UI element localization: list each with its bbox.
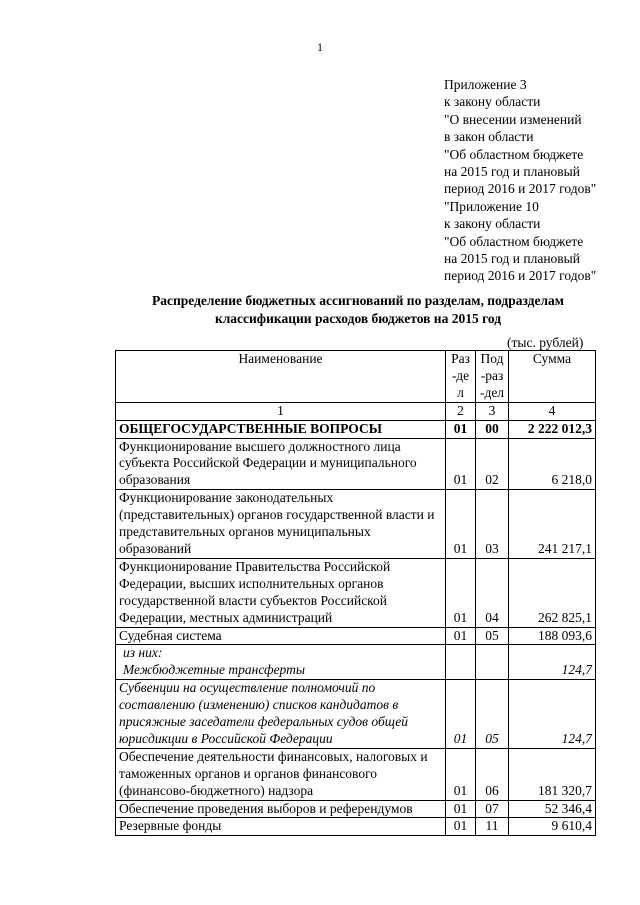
appendix-line: в закон области xyxy=(444,129,534,145)
row-section: 01 xyxy=(446,800,476,818)
row-section: 01 xyxy=(446,680,476,749)
column-number: 1 xyxy=(116,402,446,420)
header-name: Наименование xyxy=(116,351,446,403)
column-number: 2 xyxy=(446,402,476,420)
header-section: Раз-дел xyxy=(446,351,476,403)
row-section: 01 xyxy=(446,420,476,438)
header-sum: Сумма xyxy=(509,351,596,403)
appendix-line: "Приложение 10 xyxy=(444,198,539,214)
appendix-line: "О внесении изменений xyxy=(444,111,582,127)
row-subsection: 06 xyxy=(476,748,509,800)
appendix-line: период 2016 и 2017 годов" xyxy=(444,181,597,197)
row-sum: 262 825,1 xyxy=(509,558,596,627)
row-subsection: 04 xyxy=(476,558,509,627)
appendix-line: к закону области xyxy=(444,216,541,232)
row-subsection: 00 xyxy=(476,420,509,438)
table-row xyxy=(116,627,596,645)
table-row xyxy=(116,645,596,680)
appendix-line: период 2016 и 2017 годов" xyxy=(444,268,597,284)
appendix-header xyxy=(444,76,596,285)
row-sum: 9 610,4 xyxy=(509,818,596,836)
title-line-1: Распределение бюджетных ассигнований по разделам, подразделам xyxy=(152,293,564,308)
row-section: 01 xyxy=(446,748,476,800)
row-subsection: 05 xyxy=(476,680,509,749)
document-title xyxy=(118,292,598,328)
row-subsection: 03 xyxy=(476,490,509,559)
row-section: 01 xyxy=(446,490,476,559)
column-number-row xyxy=(116,402,596,420)
row-name: ОБЩЕГОСУДАРСТВЕННЫЕ ВОПРОСЫ xyxy=(116,420,446,438)
row-sum: 2 222 012,3 xyxy=(509,420,596,438)
row-section: 01 xyxy=(446,818,476,836)
appendix-line: к закону области xyxy=(444,94,541,110)
row-sum: 124,7 xyxy=(509,645,596,680)
row-subsection xyxy=(476,645,509,680)
column-number: 4 xyxy=(509,402,596,420)
table-row xyxy=(116,748,596,800)
row-name: Обеспечение деятельности финансовых, налоговых и таможенных органов и органов финансового (финансово-бюджетного) надзора xyxy=(116,748,446,800)
table-row xyxy=(116,490,596,559)
appendix-line: "Об областном бюджете xyxy=(444,233,584,249)
table-row xyxy=(116,800,596,818)
title-line-2: классификации расходов бюджетов на 2015 год xyxy=(214,311,502,326)
row-name: Судебная система xyxy=(116,627,446,645)
header-subsection: Под-раз-дел xyxy=(476,351,509,403)
row-sum: 124,7 xyxy=(509,680,596,749)
row-subsection: 02 xyxy=(476,438,509,490)
row-sum: 181 320,7 xyxy=(509,748,596,800)
table-row xyxy=(116,680,596,749)
row-sum: 6 218,0 xyxy=(509,438,596,490)
row-name-cell xyxy=(116,645,446,680)
appendix-line: Приложение 3 xyxy=(444,77,527,92)
appendix-line: "Об областном бюджете xyxy=(444,146,584,162)
row-sum: 188 093,6 xyxy=(509,627,596,645)
table-row xyxy=(116,558,596,627)
row-name: Функционирование законодательных (представительных) органов государственной власти и представительных органов муниципальных образований xyxy=(116,490,446,559)
row-name: Обеспечение проведения выборов и референдумов xyxy=(116,800,446,818)
row-section: 01 xyxy=(446,627,476,645)
table-header-row xyxy=(116,351,596,403)
row-subsection: 05 xyxy=(476,627,509,645)
row-name: Функционирование высшего должностного лица субъекта Российской Федерации и муниципального образования xyxy=(116,438,446,490)
row-name: Функционирование Правительства Российской Федерации, высших исполнительных органов государственной власти субъектов Российской Федерации, местных администраций xyxy=(116,558,446,627)
row-name: Субвенции на осуществление полномочий по составлению (изменению) списков кандидатов в присяжные заседатели федеральных судов общей юрисдикции в Российской Федерации xyxy=(116,680,446,749)
table-row xyxy=(116,438,596,490)
row-section: 01 xyxy=(446,438,476,490)
row-sum: 241 217,1 xyxy=(509,490,596,559)
table-row xyxy=(116,420,596,438)
row-name: Резервные фонды xyxy=(116,818,446,836)
row-note: из них: xyxy=(123,645,163,661)
units-label: (тыс. рублей) xyxy=(507,335,584,350)
appendix-line: на 2015 год и плановый xyxy=(444,251,580,267)
row-subsection: 11 xyxy=(476,818,509,836)
row-subsection: 07 xyxy=(476,800,509,818)
row-sum: 52 346,4 xyxy=(509,800,596,818)
appendix-line: на 2015 год и плановый xyxy=(444,164,580,180)
row-section: 01 xyxy=(446,558,476,627)
row-name: Межбюджетные трансферты xyxy=(123,662,306,678)
budget-table xyxy=(115,350,596,836)
column-number: 3 xyxy=(476,402,509,420)
table-row xyxy=(116,818,596,836)
page-number: 1 xyxy=(317,40,323,54)
row-section xyxy=(446,645,476,680)
